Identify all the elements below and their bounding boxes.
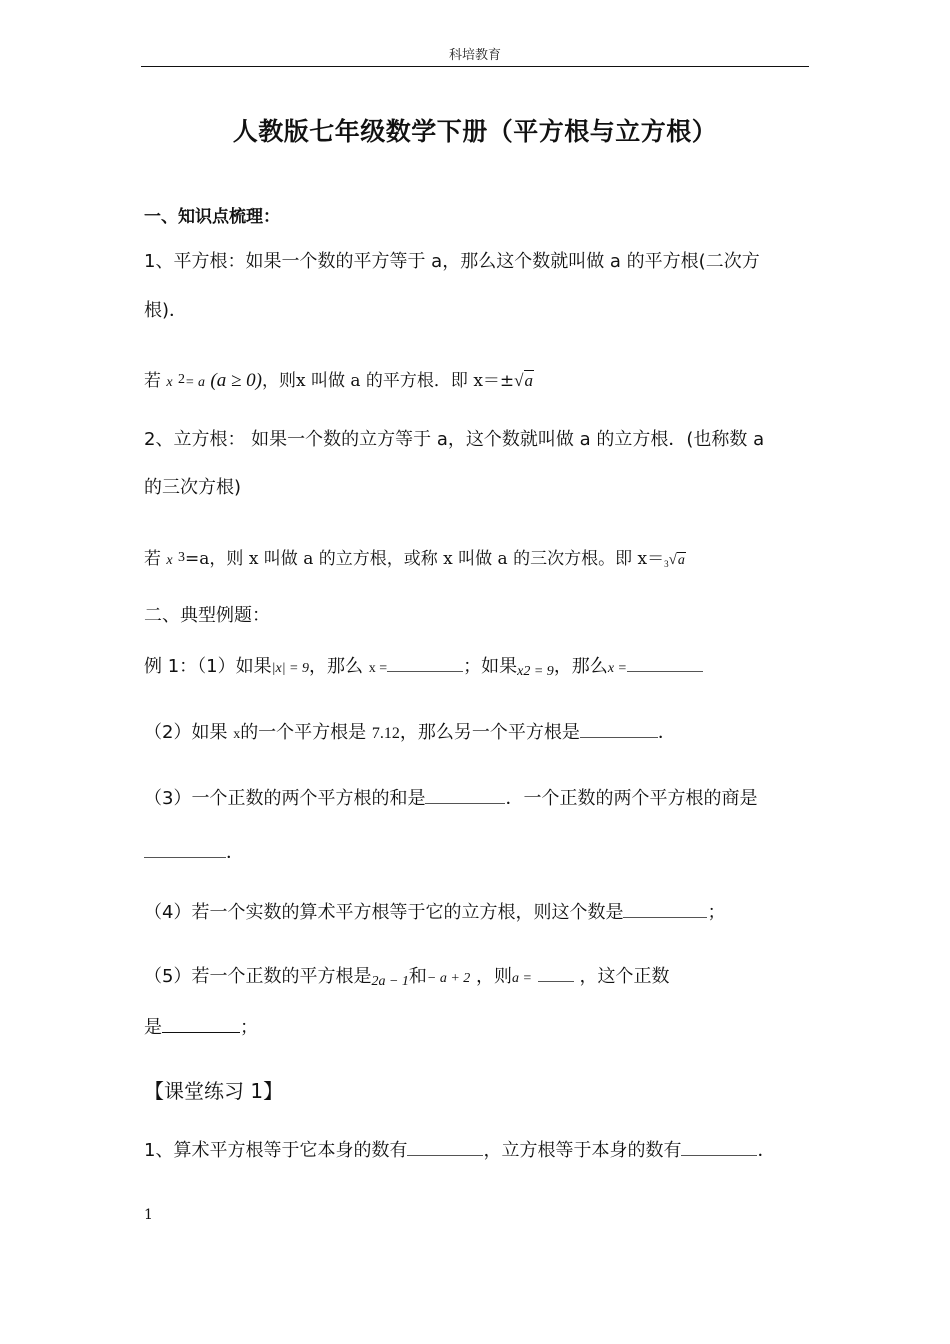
- formula2-lhs: x: [166, 553, 173, 568]
- formula2-radicand: a: [677, 553, 685, 568]
- q3-text-b: ．一个正数的两个平方根的商是: [505, 788, 758, 809]
- answer-blank[interactable]: [538, 980, 574, 982]
- question-3-cont: [144, 838, 244, 864]
- practice-heading: 【课堂练习 1】: [144, 1079, 284, 1103]
- answer-blank[interactable]: [425, 802, 505, 804]
- answer-blank[interactable]: [580, 736, 658, 738]
- ex1-square-expr: x2 = 9: [517, 664, 554, 679]
- formula1-eq: = a: [185, 375, 205, 390]
- q2-var: x: [233, 727, 241, 742]
- question-2: [144, 718, 676, 744]
- practice-question-1: [144, 1136, 775, 1162]
- formula1-exp: 2: [178, 372, 186, 387]
- q5-text-a: （5）若一个正数的平方根是: [144, 966, 372, 987]
- ex1-label: 例 1：（1）如果: [144, 656, 272, 677]
- answer-blank[interactable]: [162, 1031, 240, 1033]
- formula1-cond: (a ≥ 0): [210, 370, 262, 391]
- item1-line1: 1、平方根：如果一个数的平方等于 a，那么这个数就叫做 a 的平方根(二次方: [144, 251, 760, 272]
- q2-text-b: 的一个平方根是: [240, 722, 367, 743]
- ex1-sep: ；如果: [463, 656, 518, 677]
- pq1-text-a: 1、算术平方根等于它本身的数有: [144, 1140, 408, 1161]
- formula1-lhs: x: [166, 375, 173, 390]
- answer-blank[interactable]: [387, 670, 463, 672]
- item2-line1: 2、立方根： 如果一个数的立方等于 a，这个数就叫做 a 的立方根．(也称数 a: [144, 429, 765, 450]
- question-3: [144, 784, 757, 810]
- q3-text-a: （3）一个正数的两个平方根的和是: [144, 788, 426, 809]
- formula2-prefix: 若: [144, 549, 161, 569]
- item1-line2: 根)．: [144, 300, 188, 321]
- q4-end: ；: [707, 902, 726, 923]
- q2-text-c: ，那么另一个平方根是: [399, 722, 580, 743]
- formula1-prefix: 若: [144, 371, 161, 391]
- answer-blank[interactable]: [681, 1154, 757, 1156]
- q5-text-b: ，则: [476, 966, 513, 987]
- q5-expr2: − a + 2: [426, 971, 471, 986]
- question-5: [144, 962, 669, 990]
- formula1-radicand: a: [524, 371, 533, 390]
- answer-blank[interactable]: [144, 856, 226, 858]
- cube-root-index: 3: [664, 559, 669, 569]
- pq1-text-b: ，立方根等于本身的数有: [483, 1140, 682, 1161]
- pq1-end: ．: [757, 1140, 776, 1161]
- q5-expr1: 2a − 1: [371, 974, 409, 989]
- answer-blank[interactable]: [623, 916, 707, 918]
- q5-var: a =: [512, 971, 532, 986]
- q5-text-d: 是: [144, 1017, 162, 1038]
- example1-part1: [144, 652, 703, 680]
- ex1-then1: ，那么: [309, 656, 363, 677]
- formula1-mid: ，则x 叫做 a 的平方根．即 x＝±: [261, 371, 515, 391]
- q3-end: ．: [226, 842, 244, 863]
- question-5-cont: [144, 1013, 258, 1039]
- answer-blank[interactable]: [407, 1154, 483, 1156]
- q5-text-c: ，这个正数: [579, 966, 670, 987]
- formula2-mid: =a，则 x 叫做 a 的立方根，或称 x 叫做 a 的三次方根。即 x＝: [185, 549, 665, 569]
- ex1-abs-expr: |x| = 9: [271, 661, 309, 676]
- q4-text-a: （4）若一个实数的算术平方根等于它的立方根，则这个数是: [144, 902, 624, 923]
- q5-end: ；: [240, 1017, 258, 1038]
- formula-square-root: [144, 366, 534, 392]
- page-header: 科培教育: [448, 48, 501, 63]
- question-4: [144, 898, 725, 924]
- q2-end: ．: [657, 722, 676, 743]
- document-title: 人教版七年级数学下册（平方根与立方根）: [232, 117, 718, 146]
- cube-root-symbol: √: [668, 552, 677, 568]
- section2-heading: 二、典型例题：: [144, 605, 270, 626]
- header-rule: [141, 66, 809, 67]
- item2-line2: 的三次方根): [144, 477, 242, 498]
- ex1-x2: x =: [607, 661, 627, 676]
- sqrt-symbol: √: [514, 371, 524, 390]
- ex1-x1: x =: [368, 661, 388, 676]
- answer-blank[interactable]: [627, 670, 703, 672]
- q5-and: 和: [408, 966, 427, 987]
- page-number: 1: [144, 1207, 153, 1223]
- q2-text-a: （2）如果: [144, 722, 228, 743]
- formula-cube-root: [144, 544, 686, 569]
- formula2-exp: 3: [178, 550, 186, 565]
- section1-heading: 一、知识点梳理：: [144, 207, 280, 227]
- q2-value: 7.12: [371, 725, 400, 742]
- ex1-then2: ，那么: [553, 656, 608, 677]
